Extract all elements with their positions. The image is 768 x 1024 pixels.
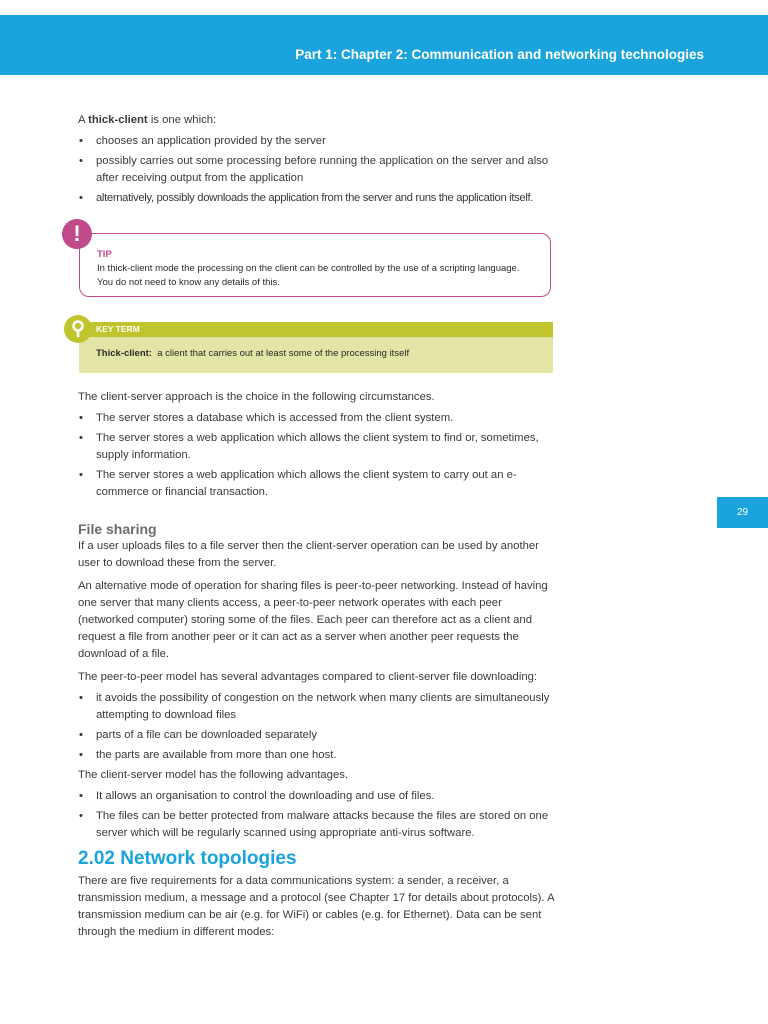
list-item: • alternatively, possibly downloads the application from the server and runs the application itself. — [78, 190, 556, 207]
section-title: 2.02 Network topologies — [78, 848, 297, 869]
page-number: 29 — [736, 507, 749, 518]
list-item: • The server stores a database which is accessed from the client system. — [78, 410, 556, 427]
paragraph: If a user uploads files to a file server then the client-server operation can be used by another user to download these from the server. — [78, 540, 539, 569]
key-term-term: Thick-client: — [96, 348, 152, 359]
list-item: • chooses an application provided by the server — [78, 133, 556, 150]
network-topologies-section — [78, 850, 556, 941]
intro-prefix: A — [78, 114, 89, 126]
paragraph: The peer-to-peer model has several advantages compared to client-server file downloading: — [78, 671, 538, 683]
list-item: • The server stores a web application which allows the client system to find or, sometimes, supply information. — [78, 430, 556, 464]
intro-suffix: is one which: — [147, 114, 217, 126]
paragraph: There are five requirements for a data communications system: a sender, a receiver, a transmission medium, a message and a protocol (see Chapter 17 for details about protocols). A transmission medium can be air (e.g. for WiFi) or cables (e.g. for Ethernet). Data can be sent through the medium in different modes: — [78, 875, 554, 938]
list-item: • it avoids the possibility of congestion on the network when many clients are simultaneously attempting to download files — [78, 690, 556, 724]
chapter-title: Part 1: Chapter 2: Communication and networking technologies — [295, 47, 704, 62]
list-item: • The server stores a web application which allows the client system to carry out an e-commerce or financial transaction. — [78, 467, 556, 501]
list-item: • the parts are available from more than one host. — [78, 747, 556, 764]
thick-client-list — [78, 133, 556, 207]
file-sharing-section — [78, 521, 556, 845]
paragraph: An alternative mode of operation for sharing files is peer-to-peer networking. Instead of having one server that many clients access, a peer-to-peer network operates with each peer (networked computer) storing some of the files. Each peer can therefore act as a client and request a file from another peer or it can act as a server when another peer requests the download of a file. — [78, 580, 548, 660]
key-term-header-bar — [79, 322, 553, 337]
page-number-tab — [717, 497, 768, 528]
key-icon — [64, 315, 92, 343]
list-item: • The files can be better protected from malware attacks because the files are stored on one server which will be regularly scanned using appropriate anti-virus software. — [78, 808, 556, 842]
tip-text: In thick-client mode the processing on the client can be controlled by the use of a scripting language. You do not need to know any details of this. — [97, 263, 520, 288]
intro-term: thick-client — [88, 114, 148, 126]
intro-line — [78, 112, 556, 129]
intro-section — [78, 112, 556, 210]
tip-heading: TIP — [97, 249, 112, 260]
chapter-header-bar — [0, 15, 768, 75]
key-term-text: a client that carries out at least some of the processing itself — [157, 348, 410, 359]
client-server-list — [78, 410, 556, 501]
p2p-advantages-list — [78, 690, 556, 764]
list-item: • possibly carries out some processing before running the application on the server and also after receiving output from the application — [78, 153, 556, 187]
cs-advantages-list — [78, 788, 556, 842]
paragraph: The client-server model has the following advantages. — [78, 769, 349, 781]
client-server-intro: The client-server approach is the choice in the following circumstances. — [78, 391, 435, 403]
list-item: • parts of a file can be downloaded separately — [78, 727, 556, 744]
list-item: • It allows an organisation to control the downloading and use of files. — [78, 788, 556, 805]
section-heading: File sharing — [78, 521, 157, 537]
key-term-heading: KEY TERM — [96, 324, 140, 334]
exclamation-icon: ! — [62, 219, 92, 249]
key-term-definition — [96, 348, 409, 359]
client-server-section — [78, 389, 556, 504]
